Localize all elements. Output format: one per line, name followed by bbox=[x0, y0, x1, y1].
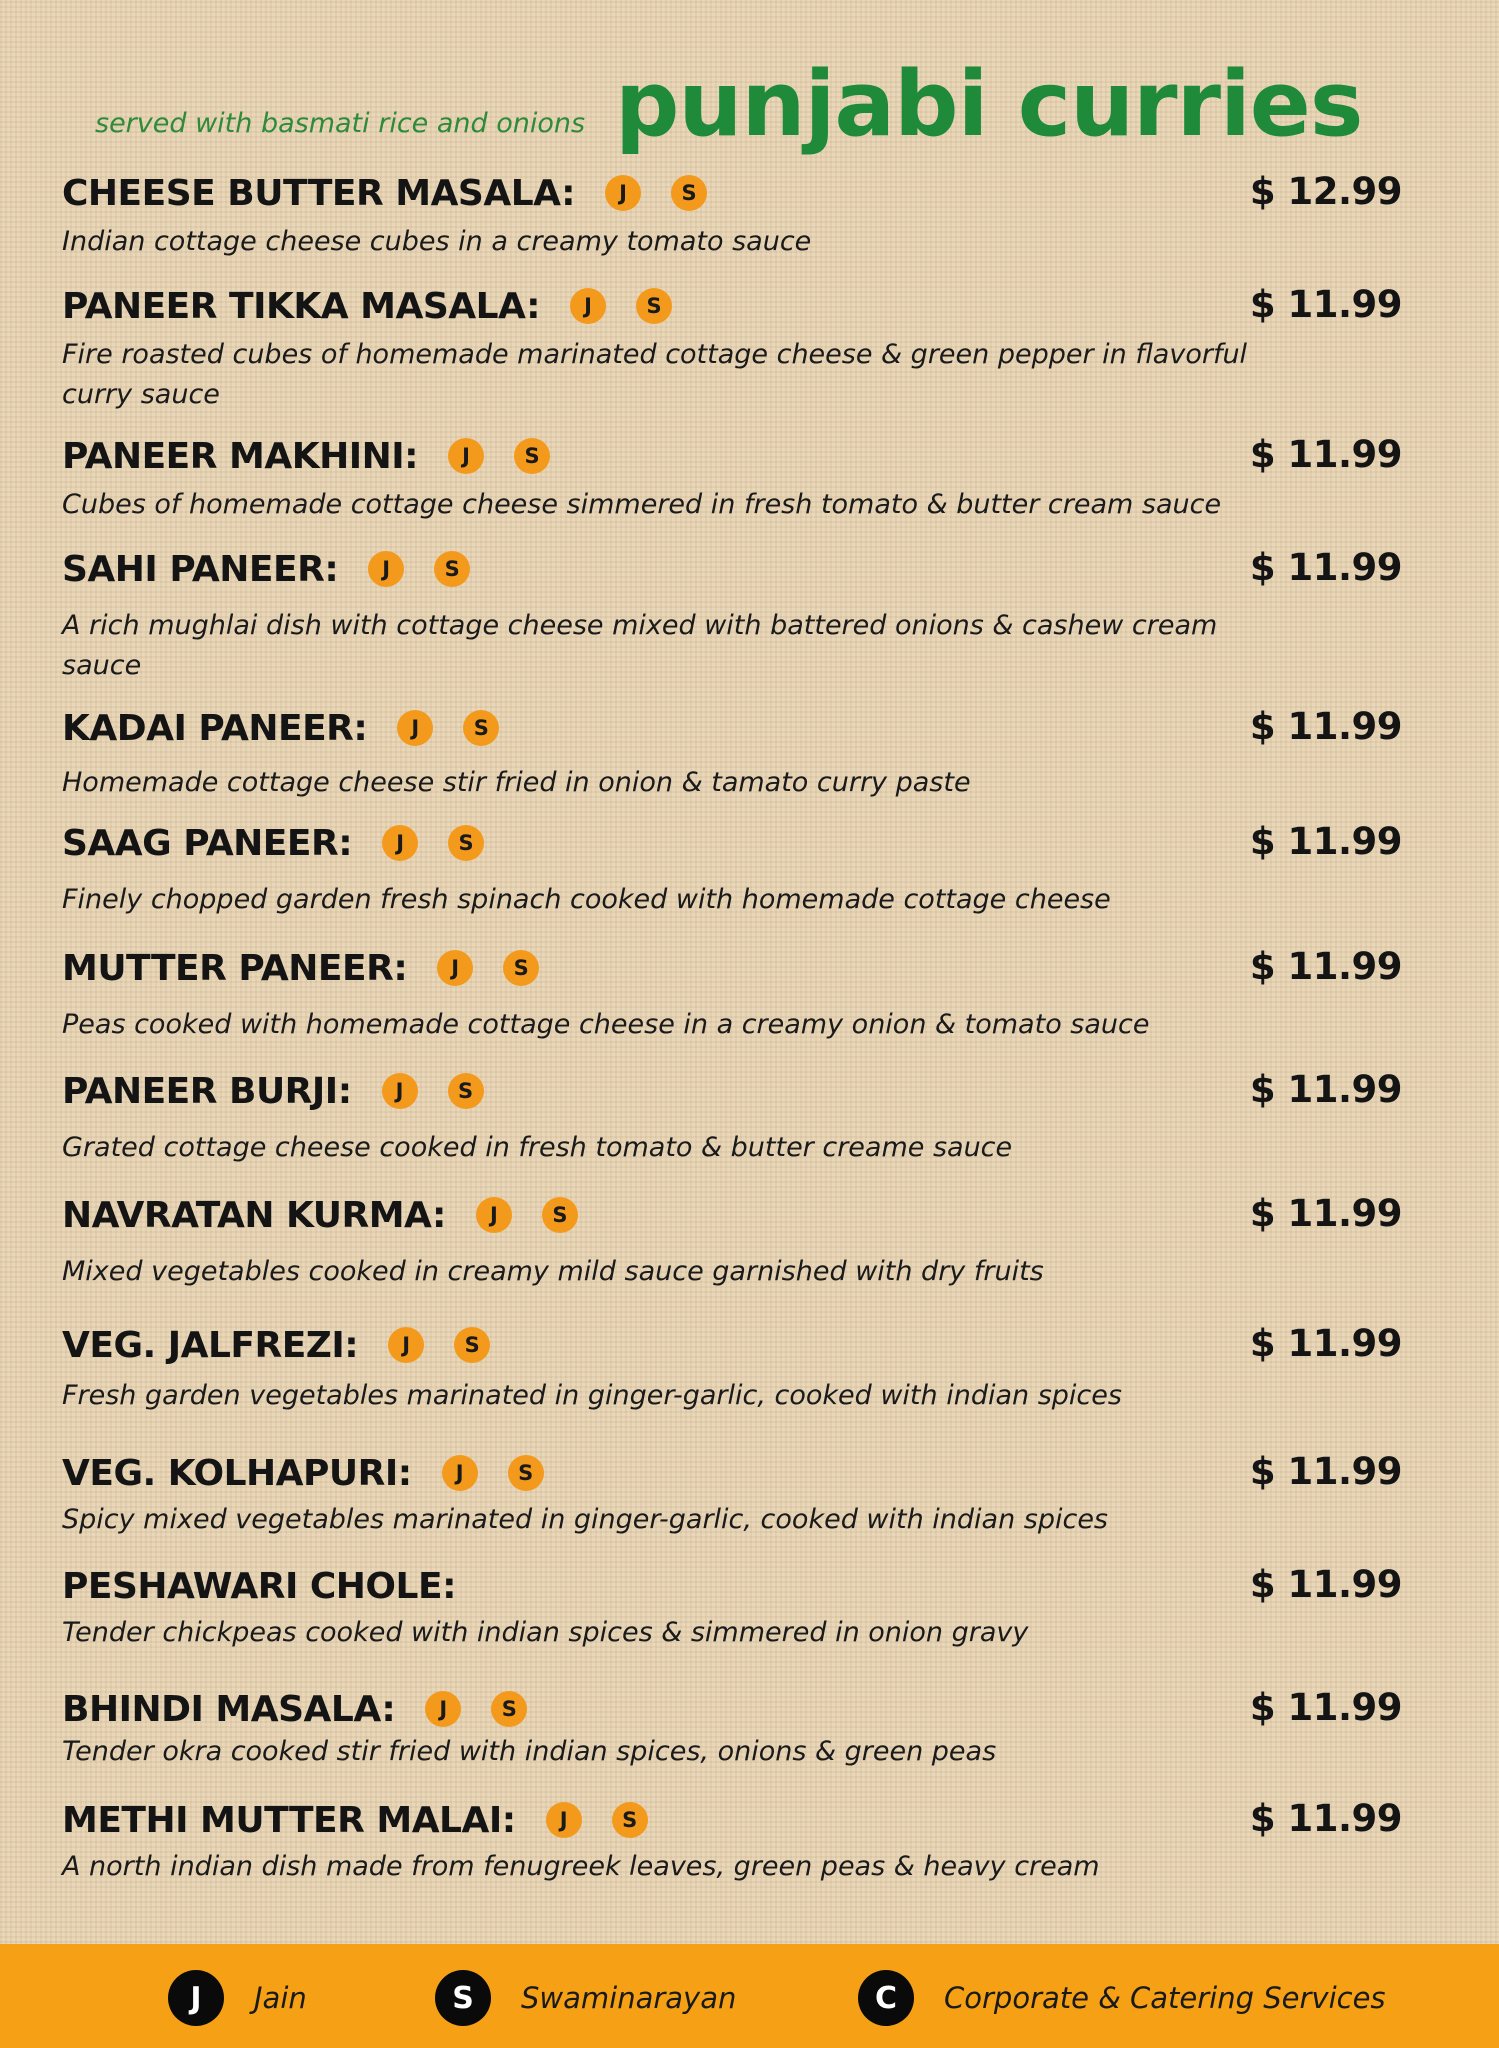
swaminarayan-badge: S bbox=[636, 288, 672, 324]
item-name: NAVRATAN KURMA: bbox=[62, 1194, 446, 1236]
legend-label: Corporate & Catering Services bbox=[944, 1981, 1386, 2015]
item-description: A north indian dish made from fenugreek leaves, green peas & heavy cream bbox=[62, 1851, 1100, 1882]
item-description: Fresh garden vegetables marinated in ginger-garlic, cooked with indian spices bbox=[62, 1380, 1122, 1411]
swaminarayan-badge: S bbox=[491, 1691, 527, 1727]
jain-badge: J bbox=[382, 825, 418, 861]
jain-legend-icon: J bbox=[168, 1970, 224, 2026]
item-price: $ 11.99 bbox=[1249, 945, 1402, 988]
item-name: PANEER BURJI: bbox=[62, 1070, 352, 1112]
menu-item bbox=[62, 705, 1402, 803]
item-price: $ 11.99 bbox=[1249, 1563, 1402, 1606]
item-description: Finely chopped garden fresh spinach cooked with homemade cottage cheese bbox=[62, 884, 1111, 915]
swaminarayan-badge: S bbox=[463, 710, 499, 746]
section-title: punjabi curries bbox=[615, 52, 1363, 157]
legend-swaminarayan bbox=[435, 1970, 736, 2026]
item-price: $ 11.99 bbox=[1249, 1797, 1402, 1840]
item-description: Indian cottage cheese cubes in a creamy tomato sauce bbox=[62, 226, 812, 257]
item-price: $ 11.99 bbox=[1249, 283, 1402, 326]
jain-badge: J bbox=[397, 710, 433, 746]
legend-catering bbox=[858, 1970, 1386, 2026]
menu-item bbox=[62, 1797, 1402, 1887]
item-price: $ 11.99 bbox=[1249, 546, 1402, 589]
menu-item bbox=[62, 1563, 1402, 1653]
menu-item bbox=[62, 1450, 1402, 1540]
item-price: $ 11.99 bbox=[1249, 1192, 1402, 1235]
item-description: Peas cooked with homemade cottage cheese in a creamy onion & tomato sauce bbox=[62, 1009, 1150, 1040]
swaminarayan-badge: S bbox=[612, 1802, 648, 1838]
swaminarayan-badge: S bbox=[508, 1455, 544, 1491]
jain-badge: J bbox=[382, 1073, 418, 1109]
item-name: PANEER MAKHINI: bbox=[62, 435, 419, 477]
item-name: VEG. JALFREZI: bbox=[62, 1324, 359, 1366]
jain-badge: J bbox=[546, 1802, 582, 1838]
menu-item bbox=[62, 433, 1402, 525]
swaminarayan-badge: S bbox=[503, 950, 539, 986]
legend-jain bbox=[168, 1970, 307, 2026]
item-price: $ 11.99 bbox=[1249, 1322, 1402, 1365]
item-name: CHEESE BUTTER MASALA: bbox=[62, 172, 576, 214]
menu-item bbox=[62, 1192, 1402, 1292]
menu-item bbox=[62, 1068, 1402, 1168]
item-name: MUTTER PANEER: bbox=[62, 947, 408, 989]
item-name: KADAI PANEER: bbox=[62, 707, 368, 749]
item-description: Cubes of homemade cottage cheese simmered in fresh tomato & butter cream sauce bbox=[62, 489, 1222, 520]
catering-legend-icon: C bbox=[858, 1970, 914, 2026]
swaminarayan-badge: S bbox=[448, 825, 484, 861]
item-name: SAAG PANEER: bbox=[62, 822, 353, 864]
item-description: Spicy mixed vegetables marinated in ginger-garlic, cooked with indian spices bbox=[62, 1504, 1108, 1535]
item-name: METHI MUTTER MALAI: bbox=[62, 1799, 516, 1841]
menu-item bbox=[62, 170, 1402, 262]
item-description: Mixed vegetables cooked in creamy mild sauce garnished with dry fruits bbox=[62, 1256, 1044, 1287]
jain-badge: J bbox=[368, 551, 404, 587]
jain-badge: J bbox=[476, 1197, 512, 1233]
legend-label: Swaminarayan bbox=[521, 1981, 737, 2015]
item-price: $ 11.99 bbox=[1249, 1450, 1402, 1493]
item-description: A rich mughlai dish with cottage cheese mixed with battered onions & cashew cream sauce bbox=[62, 610, 1218, 681]
item-description: Homemade cottage cheese stir fried in onion & tamato curry paste bbox=[62, 767, 971, 798]
jain-badge: J bbox=[388, 1327, 424, 1363]
item-description: Grated cottage cheese cooked in fresh tomato & butter creame sauce bbox=[62, 1132, 1013, 1163]
swaminarayan-badge: S bbox=[514, 438, 550, 474]
swaminarayan-badge: S bbox=[671, 175, 707, 211]
item-name: SAHI PANEER: bbox=[62, 548, 339, 590]
item-description: Fire roasted cubes of homemade marinated cottage cheese & green pepper in flavorful curry sauce bbox=[62, 339, 1248, 410]
legend-footer bbox=[0, 1944, 1499, 2048]
section-subtitle: served with basmati rice and onions bbox=[95, 108, 586, 139]
menu-item bbox=[62, 1686, 1402, 1772]
menu-item bbox=[62, 945, 1402, 1045]
swaminarayan-badge: S bbox=[434, 551, 470, 587]
item-price: $ 12.99 bbox=[1249, 170, 1402, 213]
jain-badge: J bbox=[442, 1455, 478, 1491]
menu-item bbox=[62, 1322, 1402, 1416]
item-name: PANEER TIKKA MASALA: bbox=[62, 285, 540, 327]
jain-badge: J bbox=[605, 175, 641, 211]
item-price: $ 11.99 bbox=[1249, 1686, 1402, 1729]
menu-header bbox=[0, 50, 1499, 160]
item-description: Tender chickpeas cooked with indian spices & simmered in onion gravy bbox=[62, 1617, 1029, 1648]
menu-item bbox=[62, 820, 1402, 920]
jain-badge: J bbox=[570, 288, 606, 324]
menu-item bbox=[62, 546, 1402, 686]
jain-badge: J bbox=[437, 950, 473, 986]
swaminarayan-legend-icon: S bbox=[435, 1970, 491, 2026]
legend-label: Jain bbox=[254, 1981, 307, 2015]
item-name: BHINDI MASALA: bbox=[62, 1688, 396, 1730]
item-price: $ 11.99 bbox=[1249, 1068, 1402, 1111]
swaminarayan-badge: S bbox=[542, 1197, 578, 1233]
item-name: PESHAWARI CHOLE: bbox=[62, 1565, 456, 1607]
swaminarayan-badge: S bbox=[454, 1327, 490, 1363]
item-description: Tender okra cooked stir fried with indian spices, onions & green peas bbox=[62, 1736, 997, 1767]
menu-item bbox=[62, 283, 1402, 415]
item-price: $ 11.99 bbox=[1249, 705, 1402, 748]
item-price: $ 11.99 bbox=[1249, 433, 1402, 476]
jain-badge: J bbox=[425, 1691, 461, 1727]
jain-badge: J bbox=[448, 438, 484, 474]
item-name: VEG. KOLHAPURI: bbox=[62, 1452, 412, 1494]
swaminarayan-badge: S bbox=[448, 1073, 484, 1109]
item-price: $ 11.99 bbox=[1249, 820, 1402, 863]
